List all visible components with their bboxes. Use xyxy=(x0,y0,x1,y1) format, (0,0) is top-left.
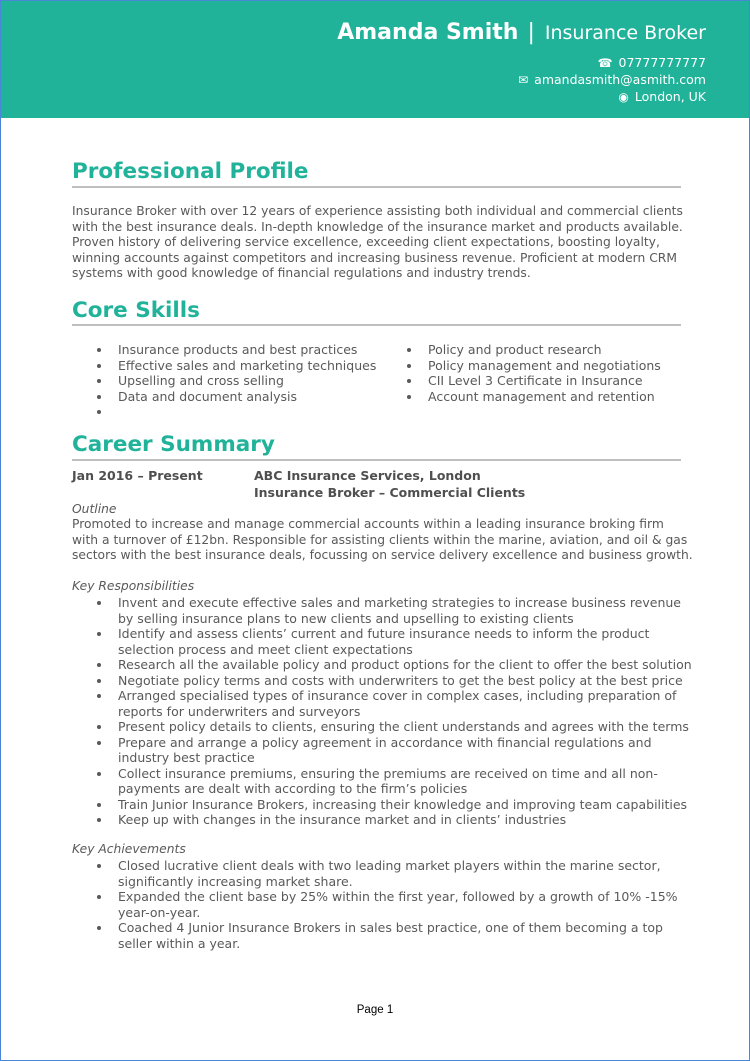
profile-paragraph xyxy=(72,204,684,282)
bullet-icon xyxy=(407,395,411,399)
list-item: Account management and retention xyxy=(428,388,655,404)
bullet-icon xyxy=(97,926,101,930)
list-item: Expanded the client base by 25% within the first year, followed by a growth of 10% -15% xyxy=(118,889,678,904)
email-text[interactable]: amandasmith@asmith.com xyxy=(534,72,706,87)
bullet-icon xyxy=(97,864,101,868)
contact-location xyxy=(618,88,706,106)
bullet-icon xyxy=(97,379,101,383)
bullet-icon xyxy=(97,803,101,807)
section-divider xyxy=(72,324,681,326)
list-item-continuation: by selling insurance plans to new clients and upselling to existing clients xyxy=(118,610,574,626)
list-item-continuation: selection process and meet client expectations xyxy=(118,641,413,657)
contact-phone xyxy=(598,54,706,72)
globe-icon: ◉ xyxy=(618,90,629,104)
list-item: Invent and execute effective sales and marketing strategies to increase business revenue xyxy=(118,595,681,610)
bullet-icon xyxy=(97,364,101,368)
location-text: London, UK xyxy=(634,89,706,104)
header-banner xyxy=(1,1,749,118)
envelope-icon: ✉ xyxy=(518,73,529,87)
page-number: Page 1 xyxy=(356,1004,394,1016)
bullet-icon xyxy=(97,410,101,414)
bullet-icon xyxy=(97,663,101,667)
paragraph-line: Insurance Broker with over 12 years of experience assisting both individual and commercial clients xyxy=(72,204,683,218)
bullet-icon xyxy=(97,895,101,899)
list-item: Collect insurance premiums, ensuring the premiums are received on time and all non- xyxy=(118,765,658,781)
paragraph-line: with the best insurance deals. In-depth knowledge of the insurance market and products available. xyxy=(72,219,683,234)
phone-icon: ☎ xyxy=(597,56,613,70)
name-line xyxy=(337,17,706,49)
paragraph-line: Promoted to increase and manage commercial accounts within a leading insurance broking firm xyxy=(72,517,664,531)
list-item: Coached 4 Junior Insurance Brokers in sales best practice, one of them becoming a top xyxy=(118,920,663,935)
list-item: Present policy details to clients, ensuring the client understands and agrees with the terms xyxy=(118,719,689,734)
bullet-icon xyxy=(97,694,101,698)
list-item-continuation: industry best practice xyxy=(118,750,255,765)
list-item: Research all the available policy and product options for the client to offer the best solution xyxy=(118,657,692,672)
list-item: Arranged specialised types of insurance cover in complex cases, including preparation of xyxy=(118,688,677,703)
list-item: Policy and product research xyxy=(428,342,602,357)
outline-paragraph xyxy=(72,517,693,564)
list-item-continuation: reports for underwriters and surveyors xyxy=(118,703,361,719)
paragraph-line: systems with good knowledge of financial regulations and industry trends. xyxy=(72,266,531,280)
bullet-icon xyxy=(97,395,101,399)
bullet-icon xyxy=(97,348,101,352)
bullet-icon xyxy=(97,818,101,822)
list-item: Keep up with changes in the insurance market and in clients’ industries xyxy=(118,812,567,827)
paragraph-line: with a turnover of £12bn. Responsible for assisting clients within the marine, aviation, and oil & gas xyxy=(72,532,688,547)
list-item: Train Junior Insurance Brokers, increasing their knowledge and improving team capabilities xyxy=(118,796,688,812)
bullet-icon xyxy=(407,364,411,368)
bullet-icon xyxy=(97,679,101,683)
job-title: Insurance Broker – Commercial Clients xyxy=(254,485,526,500)
list-item: Effective sales and marketing techniques xyxy=(118,357,377,373)
list-item-continuation: significantly increasing market share. xyxy=(118,873,353,889)
candidate-name: Amanda Smith xyxy=(337,20,519,45)
achievements-label: Key Achievements xyxy=(72,842,186,856)
section-divider xyxy=(72,186,681,188)
responsibilities-label: Key Responsibilities xyxy=(72,579,195,593)
list-item-continuation: seller within a year. xyxy=(118,935,241,951)
list-item: Negotiate policy terms and costs with underwriters to get the best policy at the best price xyxy=(118,672,683,688)
section-divider xyxy=(72,459,681,461)
list-item: Upselling and cross selling xyxy=(118,373,284,388)
contact-email[interactable] xyxy=(518,71,706,89)
list-item: Prepare and arrange a policy agreement in accordance with financial regulations and xyxy=(118,734,652,750)
list-item: Policy management and negotiations xyxy=(428,357,661,373)
bullet-icon xyxy=(407,379,411,383)
list-item: Identify and assess clients’ current and future insurance needs to inform the product xyxy=(118,626,650,641)
bullet-icon xyxy=(97,741,101,745)
job-company: ABC Insurance Services, London xyxy=(254,468,481,483)
list-item: Closed lucrative client deals with two leading market players within the marine sector, xyxy=(118,858,661,873)
bullet-icon xyxy=(407,348,411,352)
list-item-continuation: year-on-year. xyxy=(118,904,201,920)
list-item-continuation: payments are dealt with according to the firm’s policies xyxy=(118,781,468,796)
bullet-icon xyxy=(97,632,101,636)
outline-label: Outline xyxy=(72,502,117,516)
list-item: CII Level 3 Certificate in Insurance xyxy=(428,373,643,388)
paragraph-line: Proven history of delivering service excellence, exceeding client expectations, boosting loyalty, xyxy=(72,235,660,249)
section-title-skills: Core Skills xyxy=(72,298,200,323)
list-item: Insurance products and best practices xyxy=(118,342,358,357)
list-item: Data and document analysis xyxy=(118,388,297,404)
bullet-icon xyxy=(97,601,101,605)
name-separator: | xyxy=(527,20,535,45)
bullet-icon xyxy=(97,725,101,729)
phone-text: 07777777777 xyxy=(618,55,706,70)
section-title-profile: Professional Profile xyxy=(72,159,309,184)
paragraph-line: sectors with the best insurance deals, focussing on service delivery excellence and business growth. xyxy=(72,548,693,562)
job-date: Jan 2016 – Present xyxy=(72,468,203,483)
candidate-role: Insurance Broker xyxy=(544,22,706,44)
bullet-icon xyxy=(97,772,101,776)
paragraph-line: winning accounts against competitors and increasing business revenue. Proficient at modern CRM xyxy=(72,250,677,265)
section-title-career: Career Summary xyxy=(72,432,275,457)
